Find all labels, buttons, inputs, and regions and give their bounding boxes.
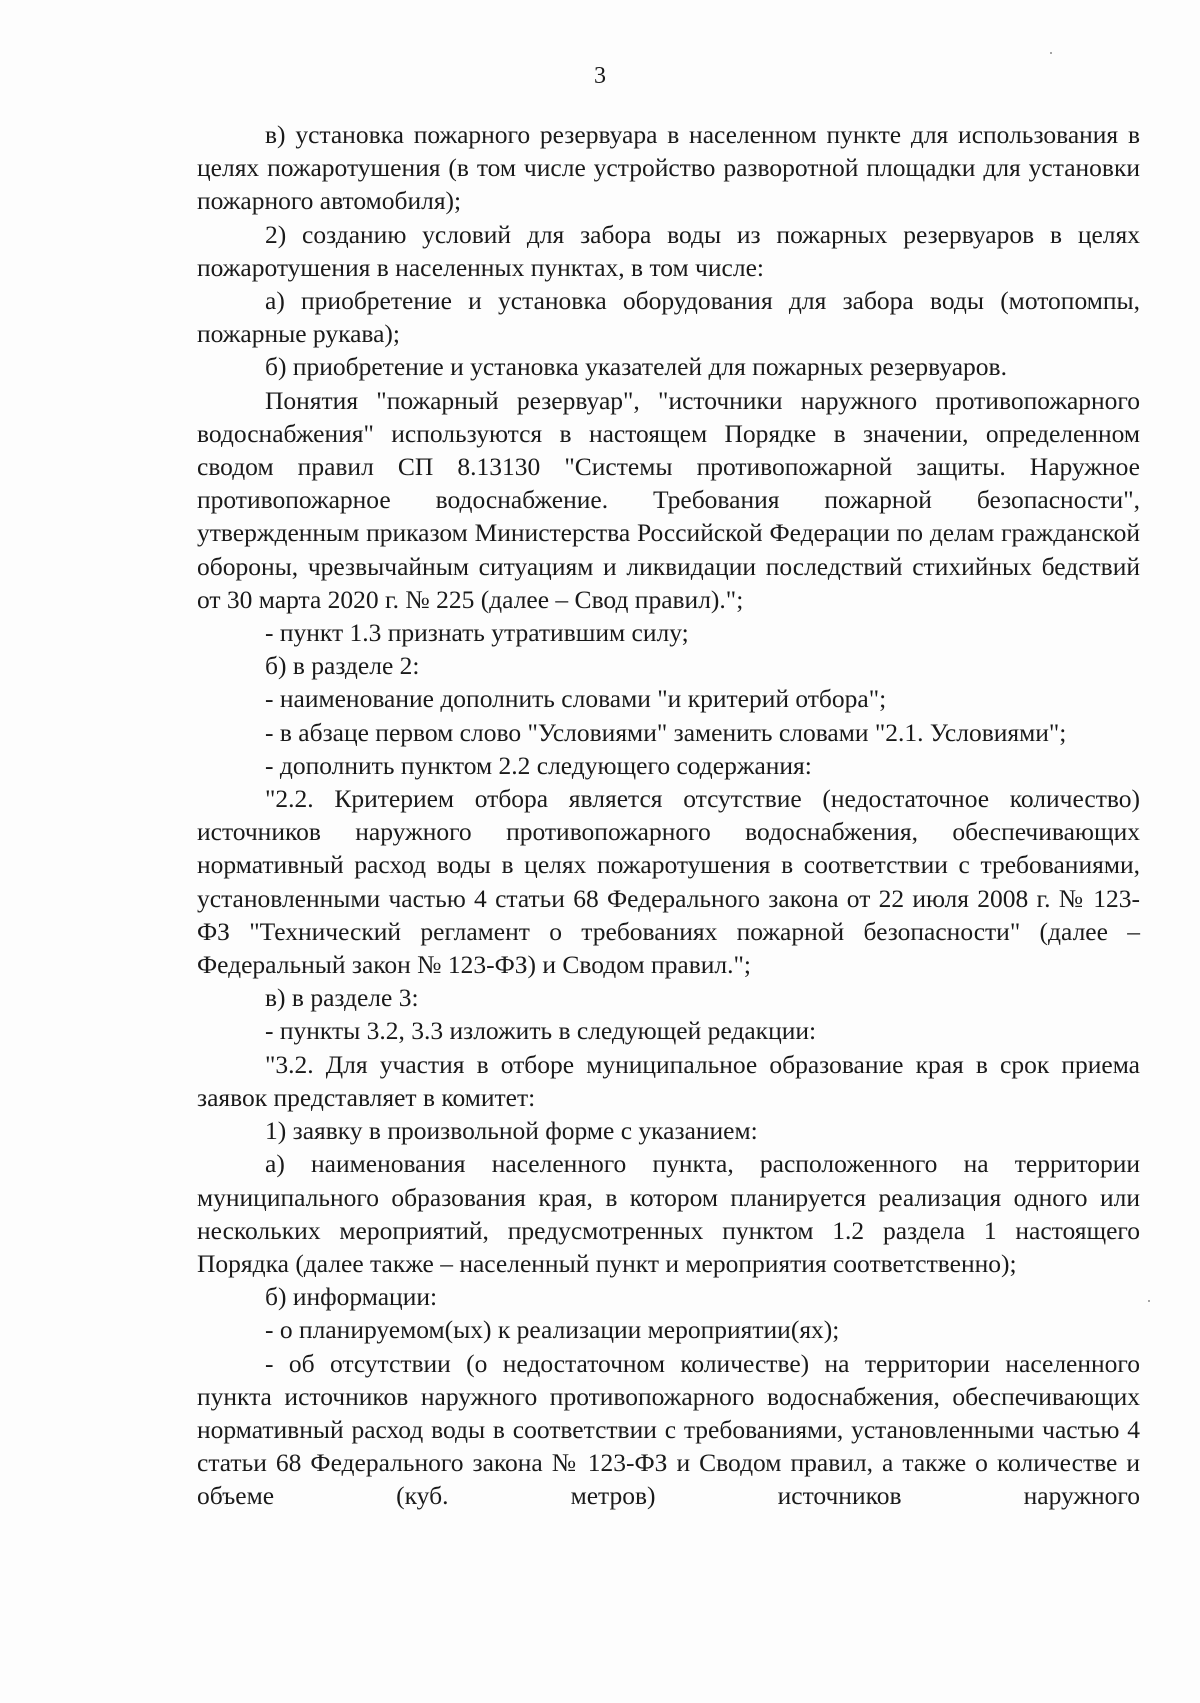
paragraph: 2) созданию условий для забора воды из пожарных резервуаров в целях пожаротушения в населенных пунктах, в том числе:: [197, 219, 1140, 282]
page-number: 3: [594, 63, 606, 89]
scan-speck: [1050, 52, 1052, 54]
paragraph: - наименование дополнить словами "и критерий отбора";: [265, 684, 887, 714]
paragraph: - пункты 3.2, 3.3 изложить в следующей редакции:: [265, 1016, 817, 1046]
paragraph: в) в разделе 3:: [265, 983, 419, 1013]
paragraph: а) наименования населенного пункта, расположенного на территории муниципального образования края, в котором планируется реализация одного или нескольких мероприятий, предусмотренных пунктом 1.2 раздела 1 настоящего Порядка (далее также – населенный пункт и мероприятия соответственно);: [197, 1149, 1140, 1278]
paragraph: - дополнить пунктом 2.2 следующего содержания:: [265, 750, 812, 780]
paragraph: Понятия "пожарный резервуар", "источники наружного противопожарного водоснабжения" используются в настоящем Порядке в значении, определенном сводом правил СП 8.13130 "Системы противопожарной защиты. Наружное противопожарное водоснабжение. Требования пожарной безопасности", утвержденным приказом Министерства Российской Федерации по делам гражданской обороны, чрезвычайным ситуациям и ликвидации последствий стихийных бедствий от 30 марта 2020 г. № 225 (далее – Свод правил).";: [197, 385, 1140, 614]
paragraph: в) установка пожарного резервуара в населенном пункте для использования в целях пожаротушения (в том числе устройство разворотной площадки для установки пожарного автомобиля);: [197, 120, 1140, 216]
paragraph: б) в разделе 2:: [265, 651, 420, 681]
paragraph: - об отсутствии (о недостаточном количестве) на территории населенного пункта источников наружного противопожарного водоснабжения, обеспечивающих нормативный расход воды в соответствии с требованиями, установленными частью 4 статьи 68 Федерального закона № 123-ФЗ и Сводом правил, а также о количестве и объеме (куб. метров) источников наружного: [197, 1348, 1140, 1511]
paragraph: б) приобретение и установка указателей для пожарных резервуаров.: [265, 352, 1007, 382]
paragraph: "3.2. Для участия в отборе муниципальное образование края в срок приема заявок представляет в комитет:: [197, 1049, 1140, 1112]
paragraph: - пункт 1.3 признать утратившим силу;: [265, 618, 689, 648]
paragraph: - о планируемом(ых) к реализации мероприятии(ях);: [265, 1315, 840, 1345]
paragraph: "2.2. Критерием отбора является отсутствие (недостаточное количество) источников наружного противопожарного водоснабжения, обеспечивающих нормативный расход воды в целях пожаротушения в соответствии с требованиями, установленными частью 4 статьи 68 Федерального закона от 22 июля 2008 г. № 123-ФЗ "Технический регламент о требованиях пожарной безопасности" (далее – Федеральный закон № 123-ФЗ) и Сводом правил.";: [197, 784, 1140, 980]
paragraph: а) приобретение и установка оборудования для забора воды (мотопомпы, пожарные рукава);: [197, 286, 1140, 349]
paragraph: - в абзаце первом слово "Условиями" заменить словами "2.1. Условиями";: [265, 717, 1067, 747]
scan-speck: [1148, 1300, 1150, 1302]
paragraph: б) информации:: [265, 1282, 438, 1312]
paragraph: 1) заявку в произвольной форме с указанием:: [265, 1116, 758, 1146]
document-body: [197, 118, 1140, 1513]
